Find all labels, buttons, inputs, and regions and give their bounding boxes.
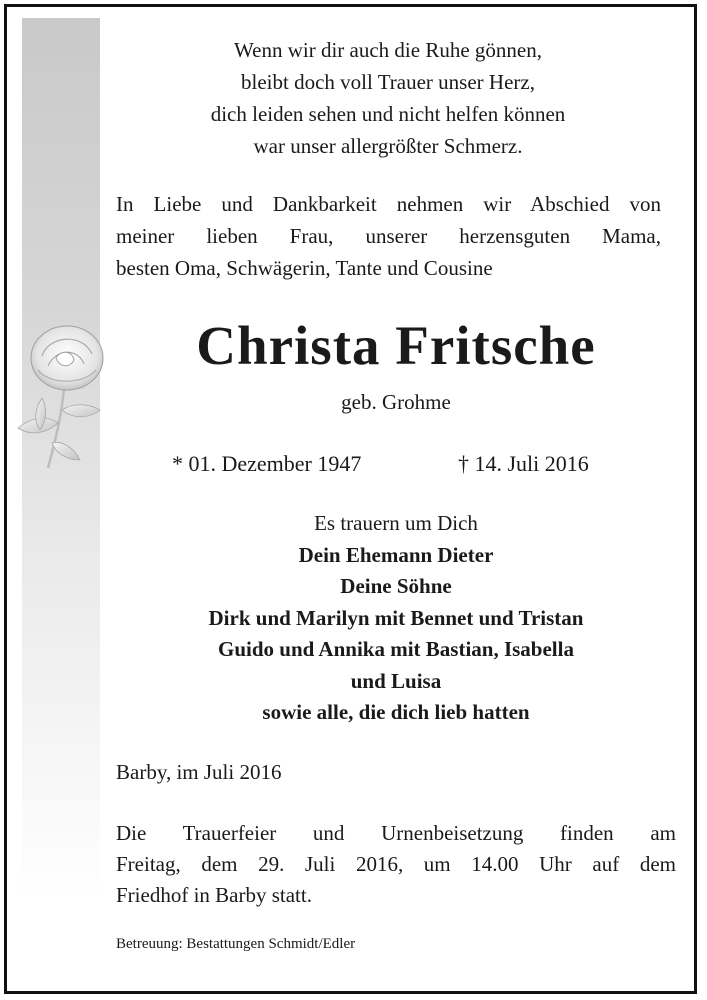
maiden-name: geb. Grohme: [341, 390, 451, 414]
place-date: Barby, im Juli 2016: [116, 760, 282, 784]
mourner-line: Dein Ehemann Dieter: [298, 542, 494, 567]
poem-line: Wenn wir dir auch die Ruhe gönnen,: [234, 38, 542, 62]
intro-line: meiner lieben Frau, unserer herzensguten Mama,: [116, 224, 661, 248]
mourners-intro: Es trauern um Dich: [314, 511, 478, 535]
birth-date: * 01. Dezember 1947: [172, 451, 362, 476]
rose-icon: [12, 318, 112, 478]
deceased-name: Christa Fritsche: [196, 315, 596, 376]
death-date: † 14. Juli 2016: [458, 451, 589, 476]
mourner-line: Dirk und Marilyn mit Bennet und Tristan: [208, 605, 584, 630]
side-gradient-band: [22, 18, 100, 978]
funeral-line: Die Trauerfeier und Urnenbeisetzung finden am: [116, 821, 676, 845]
mourner-line: sowie alle, die dich lieb hatten: [262, 700, 530, 724]
poem: [118, 34, 658, 162]
mourner-line: Deine Söhne: [340, 574, 452, 598]
funeral-line: Freitag, dem 29. Juli 2016, um 14.00 Uhr auf dem: [116, 852, 676, 876]
funeral-home-credit: Betreuung: Bestattungen Schmidt/Edler: [116, 936, 356, 952]
intro-line: besten Oma, Schwägerin, Tante und Cousine: [116, 256, 493, 280]
poem-line: bleibt doch voll Trauer unser Herz,: [241, 70, 535, 94]
intro-text: [116, 188, 661, 284]
mourner-line: Guido und Annika mit Bastian, Isabella: [218, 637, 574, 661]
funeral-notice: [116, 818, 676, 911]
funeral-line: Friedhof in Barby statt.: [116, 883, 312, 907]
mourner-line: und Luisa: [350, 668, 442, 693]
poem-line: war unser allergrößter Schmerz.: [253, 134, 523, 158]
poem-line: dich leiden sehen und nicht helfen können: [210, 102, 566, 126]
mourners-list: [116, 508, 676, 729]
intro-line: In Liebe und Dankbarkeit nehmen wir Abschied von: [116, 192, 661, 216]
